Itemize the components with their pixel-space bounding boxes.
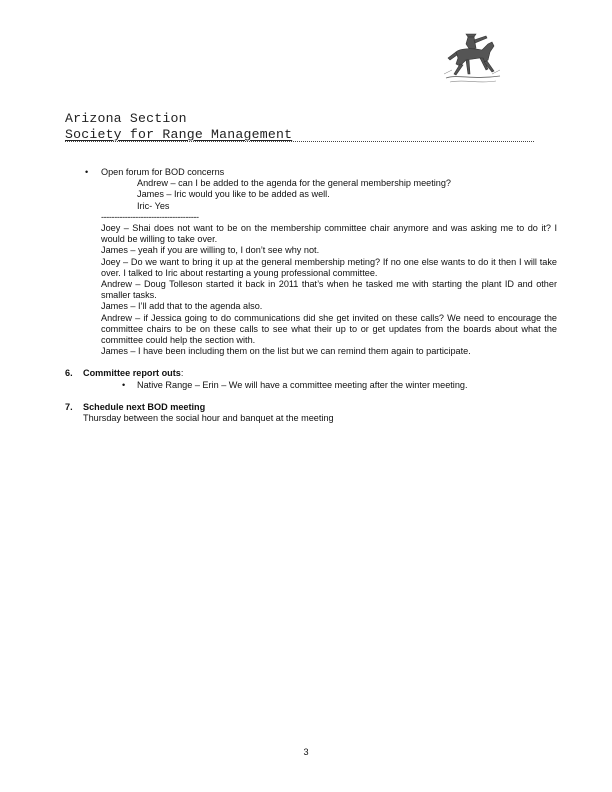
discussion-paragraph: Andrew – Doug Tolleson started it back in 2011 that’s when he tasked me with starting the plant ID and other smaller tasks. — [101, 279, 557, 301]
bullet-icon: • — [122, 379, 126, 390]
section-6-heading — [65, 368, 557, 379]
forum-line: James – Iric would you like to be added as well. — [137, 189, 330, 200]
discussion-paragraph: James – I’ll add that to the agenda also. — [101, 301, 263, 312]
page-number: 3 — [303, 747, 309, 757]
discussion-paragraph: James – yeah if you are willing to, I don’t see why not. — [101, 245, 320, 256]
forum-line: Iric- Yes — [137, 200, 170, 211]
discussion-paragraph: Andrew – if Jessica going to do communications did she get invited on these calls? We need to encourage the committee chairs to be on these calls to see what their up to or get updates from the boards about what the committee could help the section with. — [101, 312, 557, 346]
discussion-paragraph: Joey – Do we want to bring it up at the general membership meting? If no one else wants to do it then I will take over. I talked to Iric about restarting a young professional committee. — [101, 256, 557, 278]
org-name: Arizona Section — [65, 111, 187, 126]
next-meeting-text: Thursday between the social hour and banquet at the meeting — [83, 413, 334, 424]
committee-report-text: Native Range – Erin – We will have a committee meeting after the winter meeting. — [137, 379, 468, 390]
dashed-separator: ------------------------------------- — [101, 211, 199, 222]
section-number: 6. — [65, 368, 73, 379]
section-title: Schedule next BOD meeting — [83, 401, 206, 412]
discussion-paragraph: Joey – Shai does not want to be on the membership committee chair anymore and was asking me to do it? I would be willing to take over. — [101, 223, 557, 245]
org-subtitle: Society for Range Management — [65, 127, 293, 142]
committee-report-item — [65, 380, 557, 391]
forum-line: Andrew – can I be added to the agenda for the general membership meeting? — [137, 178, 452, 189]
horse-and-rider-logo-icon — [444, 30, 502, 86]
discussion-paragraph: James – I have been including them on the list but we can remind them again to participate. — [101, 346, 471, 357]
section-number: 7. — [65, 401, 73, 412]
section-7-heading — [65, 402, 557, 413]
open-forum-item — [65, 167, 557, 178]
header-divider — [65, 141, 534, 142]
bullet-icon: • — [85, 167, 89, 177]
section-colon: : — [180, 368, 184, 379]
minutes-body — [65, 167, 557, 424]
section-title: Committee report outs — [83, 368, 181, 379]
open-forum-heading: Open forum for BOD concerns — [101, 167, 225, 177]
